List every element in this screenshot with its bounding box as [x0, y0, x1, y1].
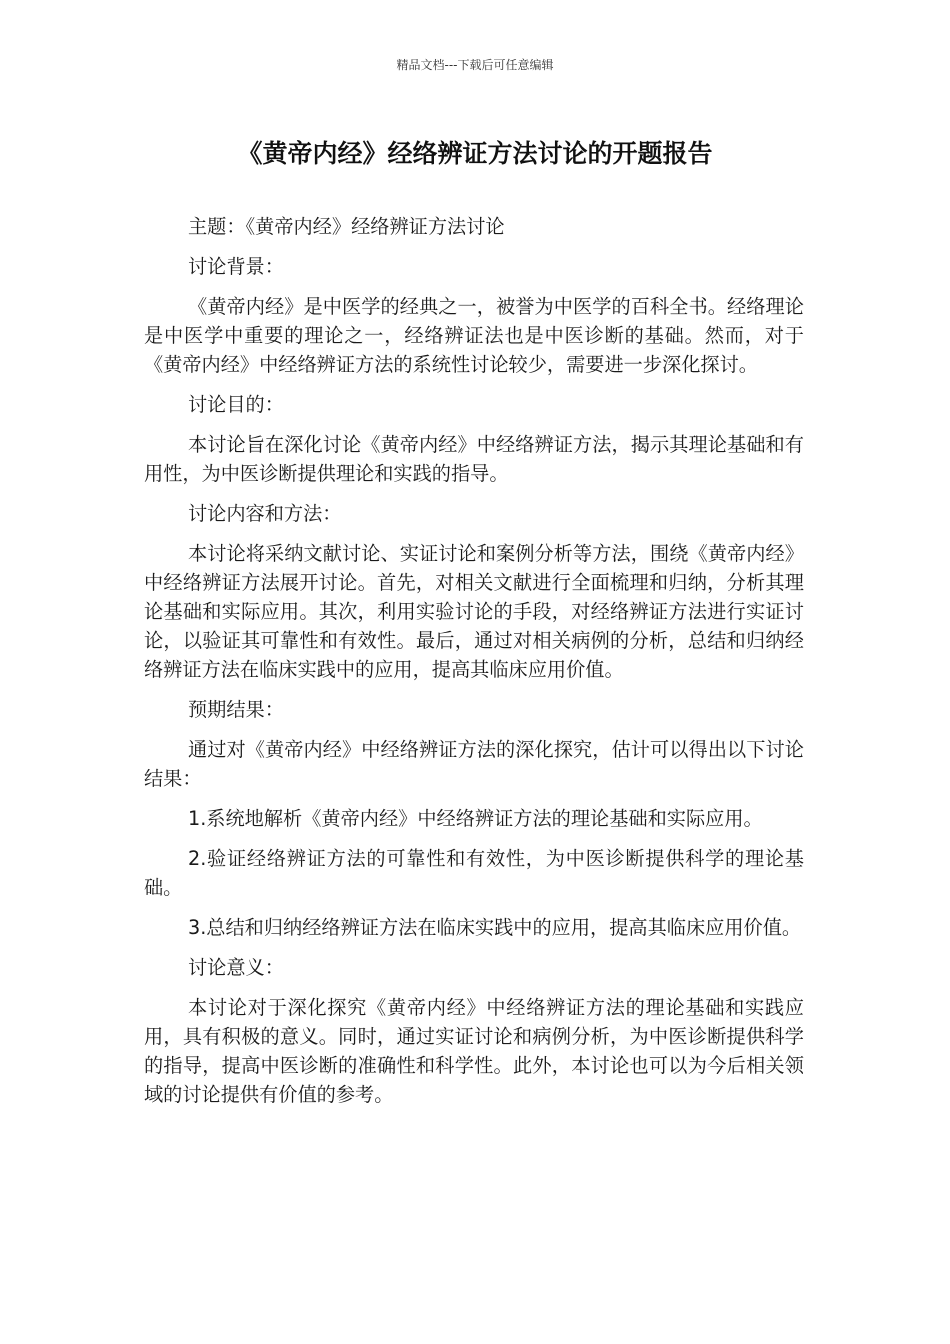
content-methods-paragraph: 本讨论将采纳文献讨论、实证讨论和案例分析等方法，围绕《黄帝内经》中经络辨证方法展开讨论。首先，对相关文献进行全面梳理和归纳，分析其理论基础和实际应用。其次，利用实验讨论的手段，对经络辨证方法进行实证讨论，以验证其可靠性和有效性。最后，通过对相关病例的分析，总结和归纳经络辨证方法在临床实践中的应用，提高其临床应用价值。 [144, 542, 804, 681]
section-heading-background: 讨论背景： [188, 255, 284, 278]
section-heading-purpose: 讨论目的： [188, 393, 284, 416]
page-header: 精品文档---下载后可任意编辑 [396, 58, 554, 72]
significance-paragraph: 本讨论对于深化探究《黄帝内经》中经络辨证方法的理论基础和实践应用，具有积极的意义。同时，通过实证讨论和病例分析，为中医诊断提供科学的指导，提高中医诊断的准确性和科学性。此外，本讨论也可以为今后相关领域的讨论提供有价值的参考。 [144, 996, 804, 1106]
topic-line: 主题：《黄帝内经》经络辨证方法讨论 [188, 215, 505, 238]
result-item-3: 3.总结和归纳经络辨证方法在临床实践中的应用，提高其临床应用价值。 [188, 916, 802, 939]
purpose-paragraph: 本讨论旨在深化讨论《黄帝内经》中经络辨证方法，揭示其理论基础和有用性，为中医诊断提供理论和实践的指导。 [144, 433, 804, 485]
background-paragraph: 《黄帝内经》是中医学的经典之一，被誉为中医学的百科全书。经络理论是中医学中重要的理论之一，经络辨证法也是中医诊断的基础。然而，对于《黄帝内经》中经络辨证方法的系统性讨论较少，需要进一步深化探讨。 [144, 295, 804, 376]
document-body [144, 212, 804, 1120]
expected-results-intro: 通过对《黄帝内经》中经络辨证方法的深化探究，估计可以得出以下讨论结果： [144, 738, 804, 790]
result-item-2: 2.验证经络辨证方法的可靠性和有效性，为中医诊断提供科学的理论基础。 [144, 847, 804, 899]
section-heading-significance: 讨论意义： [188, 956, 284, 979]
section-heading-content-methods: 讨论内容和方法： [188, 502, 342, 525]
result-item-1: 1.系统地解析《黄帝内经》中经络辨证方法的理论基础和实际应用。 [188, 807, 763, 830]
section-heading-expected-results: 预期结果： [188, 698, 284, 721]
document-title: 《黄帝内经》经络辨证方法讨论的开题报告 [237, 139, 713, 168]
